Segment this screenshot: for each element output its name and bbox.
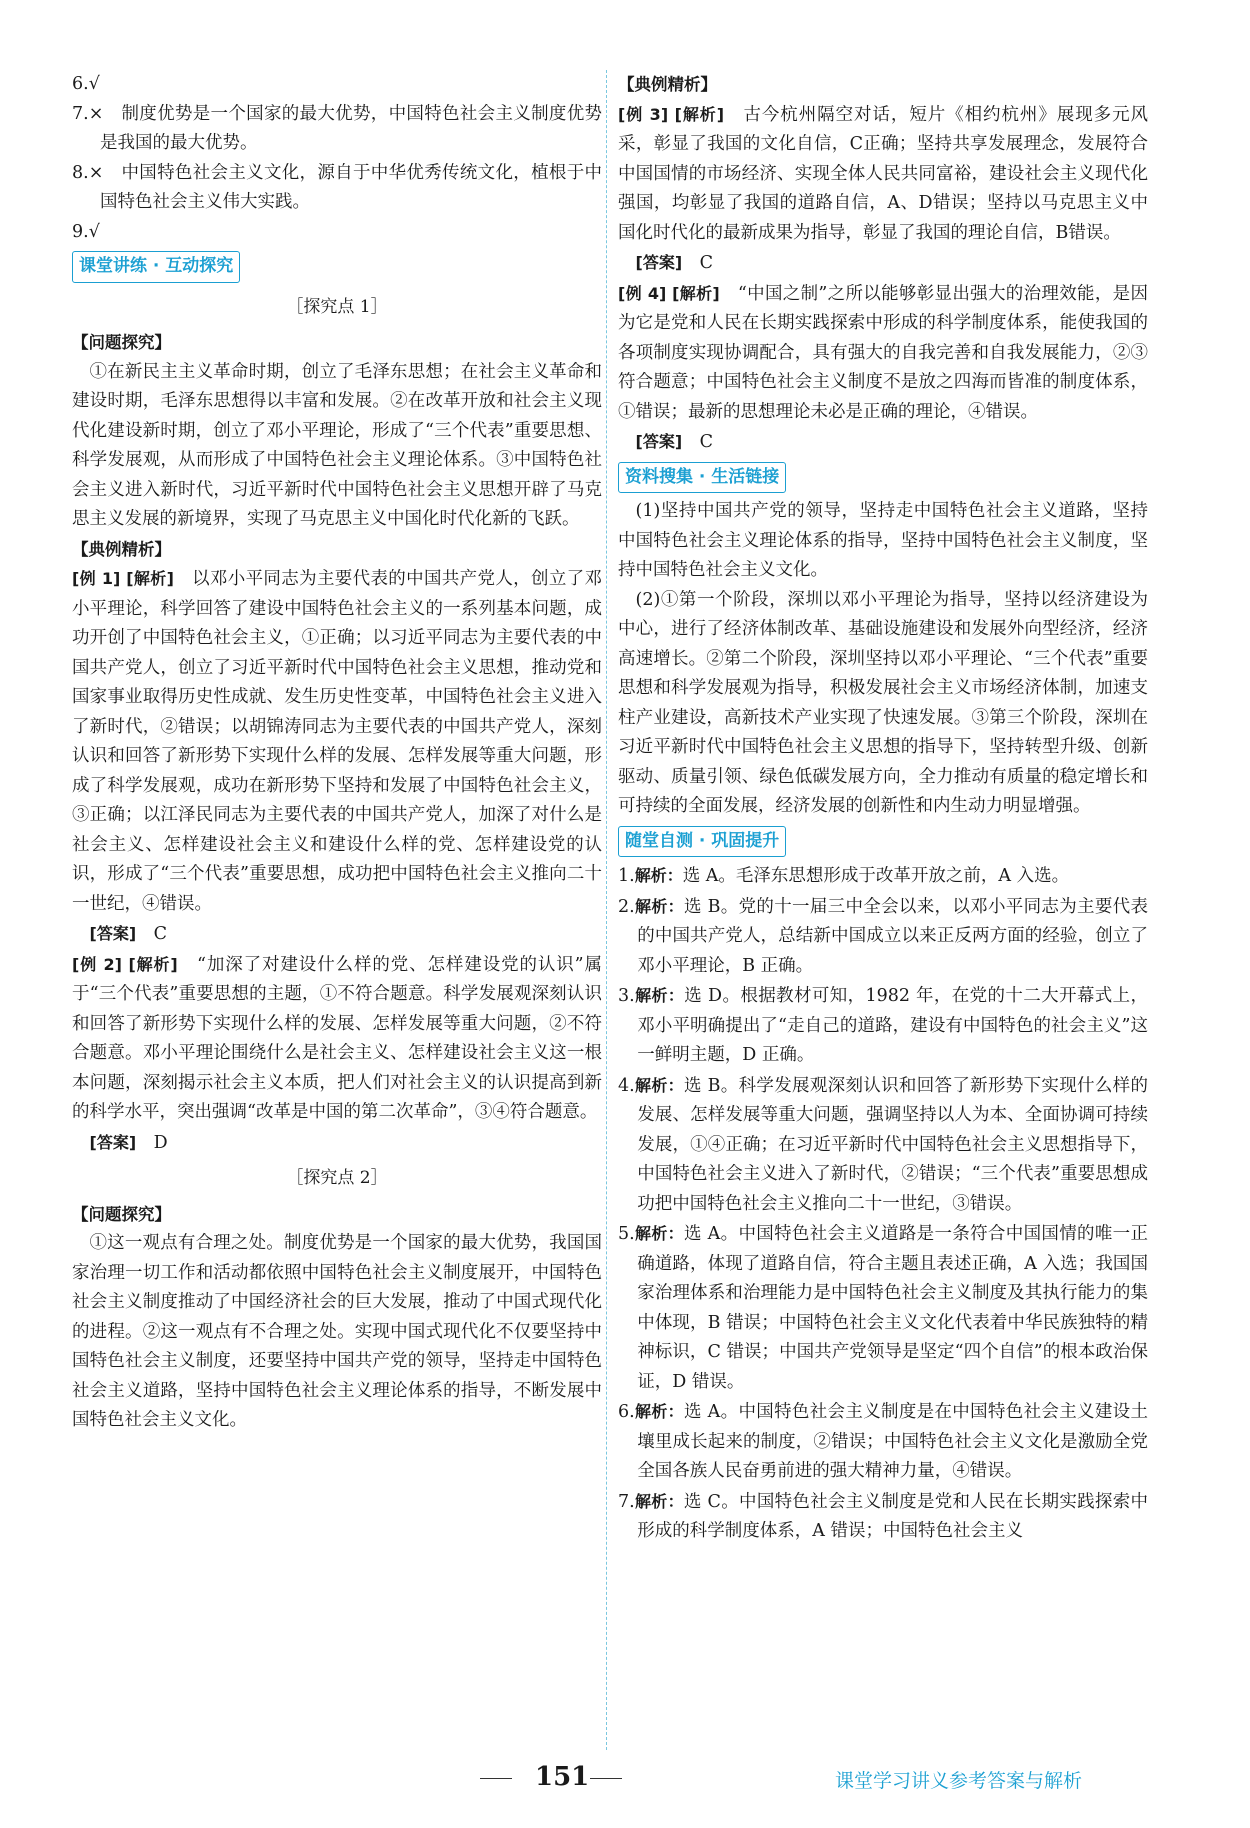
material-answer-1: (1)坚持中国共产党的领导，坚持走中国特色社会主义道路，坚持中国特色社会主义理论体系的指导，坚持中国特色社会主义制度，坚持中国特色社会主义文化。 [618,501,1148,580]
right-column [618,70,1148,1547]
section-banner-practice: 课堂讲练 · 互动探究 [72,251,240,283]
quiz-item: 2.解析：选 B。党的十一届三中全会以来，以邓小平同志为主要代表的中国共产党人，总结新中国成立以来正反两方面的经验，创立了邓小平理论，B 正确。 [618,896,1148,976]
example-3-answer: [答案] C [635,253,714,273]
quiz-item: 4.解析：选 B。科学发展观深刻认识和回答了新形势下实现什么样的发展、怎样发展等重大问题，强调坚持以人为本、全面协调可持续发展，①④正确；在习近平新时代中国特色社会主义思想指导下，中国特色社会主义进入了新时代，②错误；“三个代表”重要思想成功把中国特色社会主义推向二十一世纪，③错误。 [618,1075,1148,1214]
answer-8: 8.× 中国特色社会主义文化，源自于中华优秀传统文化，植根于中国特色社会主义伟大实践。 [72,162,602,212]
explore-point-2: ［探究点 2］ [286,1168,388,1188]
example-title: 【典例精析】 [72,539,171,559]
example-3: [例 3] [解析] 古今杭州隔空对话，短片《相约杭州》展现多元风采，彰显了我国的文化自信，C正确；坚持共享发展理念，发展符合中国国情的市场经济、实现全体人民共同富裕，建设社会主义现代化强国，均彰显了我国的道路自信，A、D错误；坚持以马克思主义中国化时代化的最新成果为指导，彰显了我国的理论自信，B错误。 [618,104,1149,243]
footer-dash-left [480,1778,512,1779]
problem-explore-text: ①在新民主主义革命时期，创立了毛泽东思想；在社会主义革命和建设时期，毛泽东思想得以丰富和发展。②在改革开放和社会主义现代化建设新时期，创立了邓小平理论，形成了“三个代表”重要思想、科学发展观，从而形成了中国特色社会主义理论体系。③中国特色社会主义进入新时代，习近平新时代中国特色社会主义思想开辟了马克思主义发展的新境界，实现了马克思主义中国化时代化新的飞跃。 [72,361,602,529]
footer-dash-right [590,1778,622,1779]
answer-7: 7.× 制度优势是一个国家的最大优势，中国特色社会主义制度优势是我国的最大优势。 [72,103,602,153]
section-banner-materials: 资料搜集 · 生活链接 [618,462,786,494]
column-divider [606,70,607,1750]
example-4: [例 4] [解析] “中国之制”之所以能够彰显出强大的治理效能，是因为它是党和人民在长期实践探索中形成的科学制度体系，能使我国的各项制度实现协调配合，具有强大的自我完善和自我发展能力，②③符合题意；中国特色社会主义制度不是放之四海而皆准的制度体系，①错误；最新的思想理论未必是正确的理论，④错误。 [618,283,1148,422]
example-1-answer: [答案] C [89,924,168,944]
quiz-item: 1.解析：选 A。毛泽东思想形成于改革开放之前，A 入选。 [618,866,1070,886]
quiz-item: 3.解析：选 D。根据教材可知，1982 年，在党的十二大开幕式上，邓小平明确提出了“走自己的道路，建设有中国特色的社会主义”这一鲜明主题，D 正确。 [618,986,1148,1065]
problem-explore-title: 【问题探究】 [72,333,171,352]
section-banner-quiz: 随堂自测 · 巩固提升 [618,826,786,858]
quiz-item: 5.解析：选 A。中国特色社会主义道路是一条符合中国国情的唯一正确道路，体现了道路自信，符合主题且表述正确，A 入选；我国国家治理体系和治理能力是中国特色社会主义制度及其执行能力的集中体现，B 错误；中国特色社会主义文化代表着中华民族独特的精神标识，C 错误；中国共产党领导是坚定“四个自信”的根本政治保证，D 错误。 [618,1224,1148,1392]
example-2: [例 2] [解析] “加深了对建设什么样的党、怎样建设党的认识”属于“三个代表”重要思想的主题，①不符合题意。科学发展观深刻认识和回答了新形势下实现什么样的发展、怎样发展等重大问题，②不符合题意。邓小平理论围绕什么是社会主义、怎样建设社会主义这一根本问题，深刻揭示社会主义本质，把人们对社会主义的认识提高到新的科学水平，突出强调“改革是中国的第二次革命”，③④符合题意。 [72,954,602,1122]
example-2-answer: [答案] D [89,1132,168,1153]
explore-point-1: ［探究点 1］ [286,296,388,317]
quiz-item: 6.解析：选 A。中国特色社会主义制度是在中国特色社会主义建设土壤里成长起来的制度，②错误；中国特色社会主义文化是激励全党全国各族人民奋勇前进的强大精神力量，④错误。 [618,1402,1148,1481]
answer-6: 6.√ [72,74,100,94]
problem-explore-title-2: 【问题探究】 [72,1204,171,1224]
example-1: [例 1] [解析] 以邓小平同志为主要代表的中国共产党人，创立了邓小平理论，科学回答了建设中国特色社会主义的一系列基本问题，成功开创了中国特色社会主义，①正确；以习近平同志为主要代表的中国共产党人，创立了习近平新时代中国特色社会主义思想，推动党和国家事业取得历史性成就、发生历史性变革，中国特色社会主义进入了新时代，②错误；以胡锦涛同志为主要代表的中国共产党人，深刻认识和回答了新形势下实现什么样的发展、怎样发展等重大问题，形成了科学发展观，成功在新形势下坚持和发展了中国特色社会主义，③正确；以江泽民同志为主要代表的中国共产党人，加深了对什么是社会主义、怎样建设社会主义和建设什么样的党、怎样建设党的认识，形成了“三个代表”重要思想，成功把中国特色社会主义推向二十一世纪，④错误。 [72,569,603,914]
quiz-item: 7.解析：选 C。中国特色社会主义制度是党和人民在长期实践探索中形成的科学制度体系，A 错误；中国特色社会主义 [618,1491,1148,1541]
footer-title: 课堂学习讲义参考答案与解析 [835,1770,1083,1792]
answer-9: 9.√ [72,221,100,242]
example-title-right: 【典例精析】 [618,75,717,94]
left-column [72,70,602,1436]
problem-explore-text-2: ①这一观点有合理之处。制度优势是一个国家的最大优势，我国国家治理一切工作和活动都依照中国特色社会主义制度展开，中国特色社会主义制度推动了中国经济社会的巨大发展，推动了中国式现代化的进程。②这一观点有不合理之处。实现中国式现代化不仅要坚持中国特色社会主义制度，还要坚持中国共产党的领导，坚持走中国特色社会主义道路，坚持中国特色社会主义理论体系的指导，不断发展中国特色社会主义文化。 [72,1233,602,1430]
page-number: 151 [535,1762,590,1792]
material-answer-2: (2)①第一个阶段，深圳以邓小平理论为指导，坚持以经济建设为中心，进行了经济体制改革、基础设施建设和发展外向型经济，经济高速增长。②第二个阶段，深圳坚持以邓小平理论、“三个代表”重要思想和科学发展观为指导，积极发展社会主义市场经济体制，加速支柱产业建设，高新技术产业实现了快速发展。③第三个阶段，深圳在习近平新时代中国特色社会主义思想的指导下，坚持转型升级、创新驱动、质量引领、绿色低碳发展方向，全力推动有质量的稳定增长和可持续的全面发展，经济发展的创新性和内生动力明显增强。 [618,589,1148,816]
example-4-answer: [答案] C [635,432,714,452]
